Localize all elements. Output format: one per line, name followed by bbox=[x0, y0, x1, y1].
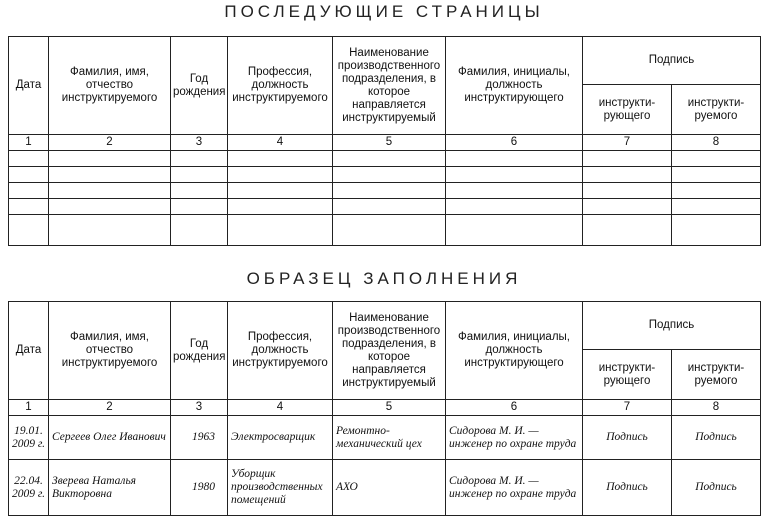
col-num: 6 bbox=[446, 135, 583, 151]
table-row bbox=[9, 460, 761, 516]
header-sig-instructor: инструкти-рующего bbox=[583, 350, 672, 400]
header-date: Дата bbox=[9, 37, 49, 135]
empty-row bbox=[9, 151, 761, 167]
row-department: Ремонтно-механический цех bbox=[333, 416, 446, 460]
title-sample: ОБРАЗЕЦ ЗАПОЛНЕНИЯ bbox=[246, 269, 522, 288]
header-profession: Профессия, должность инструктируемого bbox=[228, 302, 333, 400]
header-instructor: Фамилия, инициалы, должность инструктирующего bbox=[446, 302, 583, 400]
header-instructor: Фамилия, инициалы, должность инструктирующего bbox=[446, 37, 583, 135]
row-instructor: Сидорова М. И. — инженер по охране труда bbox=[446, 460, 583, 516]
empty-row bbox=[9, 199, 761, 215]
row-profession: Электросварщик bbox=[228, 416, 333, 460]
col-num: 1 bbox=[9, 135, 49, 151]
col-num: 3 bbox=[171, 135, 228, 151]
row-sig-instructor: Подпись bbox=[583, 416, 672, 460]
empty-row bbox=[9, 183, 761, 199]
row-date: 19.01. 2009 г. bbox=[9, 416, 49, 460]
row-name: Сергеев Олег Иванович bbox=[49, 416, 171, 460]
col-num: 5 bbox=[333, 135, 446, 151]
empty-row bbox=[9, 167, 761, 183]
title-subsequent-pages: ПОСЛЕДУЮЩИЕ СТРАНИЦЫ bbox=[224, 2, 544, 21]
col-num: 8 bbox=[672, 135, 761, 151]
row-profession: Уборщик производственных помещений bbox=[228, 460, 333, 516]
empty-row bbox=[9, 215, 761, 246]
row-sig-instructed: Подпись bbox=[672, 460, 761, 516]
col-num: 6 bbox=[446, 400, 583, 416]
table-row bbox=[9, 416, 761, 460]
row-sig-instructed: Подпись bbox=[672, 416, 761, 460]
col-num: 4 bbox=[228, 135, 333, 151]
header-sig-instructed: инструкти-руемого bbox=[672, 85, 761, 135]
header-department: Наименование производственного подразделения, в которое направляется инструктируемый bbox=[333, 302, 446, 400]
header-profession: Профессия, должность инструктируемого bbox=[228, 37, 333, 135]
col-num: 7 bbox=[583, 135, 672, 151]
header-birth-year: Год рождения bbox=[171, 37, 228, 135]
row-name: Зверева Наталья Викторовна bbox=[49, 460, 171, 516]
header-sig-instructor: инструкти-рующего bbox=[583, 85, 672, 135]
col-num: 4 bbox=[228, 400, 333, 416]
row-date: 22.04. 2009 г. bbox=[9, 460, 49, 516]
row-birth-year: 1980 bbox=[171, 460, 228, 516]
row-sig-instructor: Подпись bbox=[583, 460, 672, 516]
col-num: 2 bbox=[49, 400, 171, 416]
row-department: АХО bbox=[333, 460, 446, 516]
header-signature: Подпись bbox=[583, 302, 761, 350]
col-num: 7 bbox=[583, 400, 672, 416]
col-num: 3 bbox=[171, 400, 228, 416]
col-num: 2 bbox=[49, 135, 171, 151]
sample-journal-table bbox=[8, 301, 761, 516]
header-department: Наименование производственного подразделения, в которое направляется инструктируемый bbox=[333, 37, 446, 135]
col-num: 5 bbox=[333, 400, 446, 416]
header-sig-instructed: инструкти-руемого bbox=[672, 350, 761, 400]
header-signature: Подпись bbox=[583, 37, 761, 85]
header-name: Фамилия, имя, отчество инструктируемого bbox=[49, 37, 171, 135]
row-birth-year: 1963 bbox=[171, 416, 228, 460]
col-num: 1 bbox=[9, 400, 49, 416]
header-birth-year: Год рождения bbox=[171, 302, 228, 400]
col-num: 8 bbox=[672, 400, 761, 416]
header-name: Фамилия, имя, отчество инструктируемого bbox=[49, 302, 171, 400]
row-instructor: Сидорова М. И. — инженер по охране труда bbox=[446, 416, 583, 460]
blank-journal-table bbox=[8, 36, 761, 246]
header-date: Дата bbox=[9, 302, 49, 400]
